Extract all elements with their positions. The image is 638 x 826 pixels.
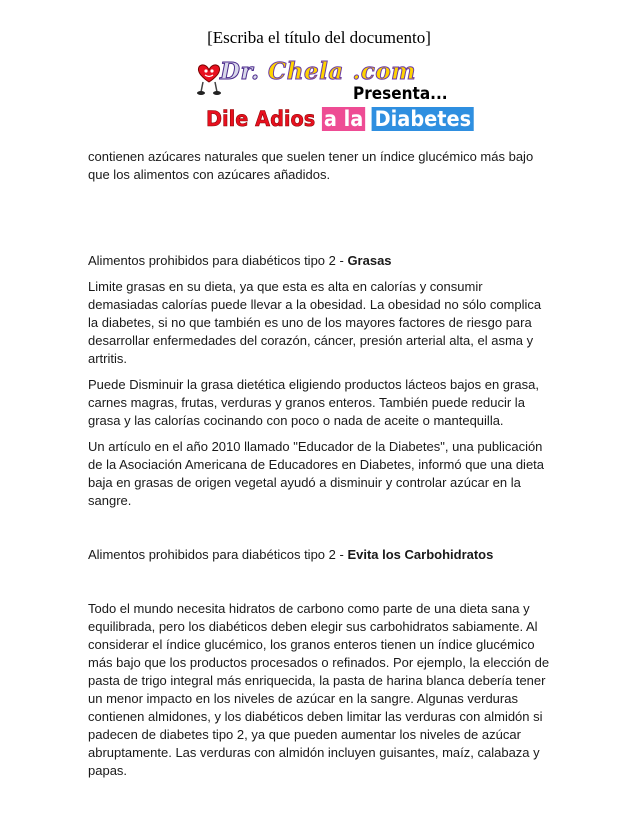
logo-wordmark [220,58,416,85]
paragraph-grasas-1: Limite grasas en su dieta, ya que esta es alta en calorías y consumir demasiadas calorías puede llevar a la obesidad. La obesidad no sólo complica la diabetes, si no que también es uno de los mayores factores de riesgo para desarrollar enfermedades del corazón, cáncer, presión arterial alta, el asma y artritis. [88,279,542,366]
banner-a-la: a la [323,107,364,131]
heading-carbs-bold: Evita los Carbohidratos [347,547,494,562]
heading-grasas-bold: Grasas [347,253,392,268]
heading-grasas [88,252,550,270]
heading-grasas-prefix: Alimentos prohibidos para diabéticos tipo 2 - [88,253,348,268]
paragraph-carbohidratos: Todo el mundo necesita hidratos de carbono como parte de una dieta sana y equilibrada, pero los diabéticos deben elegir sus carbohidratos sabiamente. Al considerar el índice glucémico, los granos enteros tienen un índice glucémico más bajo que los productos procesados o refinados. Por ejemplo, la elección de pasta de trigo integral más enriquecida, la pasta de harina blanca debería tener un menor impacto en los niveles de azúcar en la sangre. Algunas verduras contienen almidones, y los diabéticos deben limitar las verduras con almidón si padecen de diabetes tipo 2, ya que pueden aumentar los niveles de azúcar abruptamente. Las verduras con almidón incluyen guisantes, maíz, calabaza y papas. [88,601,550,778]
dile-adios-banner [206,107,474,131]
banner-diabetes: Diabetes [372,107,474,131]
logo-dr-text: Dr. [220,58,260,85]
heading-carbs-prefix: Alimentos prohibidos para diabéticos tipo 2 - [88,547,348,562]
logo-chela-text: Chela [267,58,344,85]
presenta-text: Presenta... [353,84,448,104]
banner-dile-adios: Dile Adios [206,107,316,131]
logo-com-text: .com [352,58,417,85]
paragraph-intro: contienen azúcares naturales que suelen tener un índice glucémico más bajo que los alimentos con azúcares añadidos. [88,149,534,182]
document-title: [Escriba el título del documento] [207,28,431,47]
dr-chela-logo [190,52,472,132]
paragraph-grasas-2: Puede Disminuir la grasa dietética eligiendo productos lácteos bajos en grasa, carnes magras, frutas, verduras y granos enteros. También puede reducir la grasa y las calorías cocinando con poco o nada de aceite o mantequilla. [88,377,539,428]
document-body [88,148,550,780]
paragraph-grasas-3: Un artículo en el año 2010 llamado "Educador de la Diabetes", una publicación de la Asociación Americana de Educadores en Diabetes, informó que una dieta baja en grasas de origen vegetal ayudó a disminuir y controlar azúcar en la sangre. [88,439,545,508]
heading-carbohidratos [88,546,550,564]
